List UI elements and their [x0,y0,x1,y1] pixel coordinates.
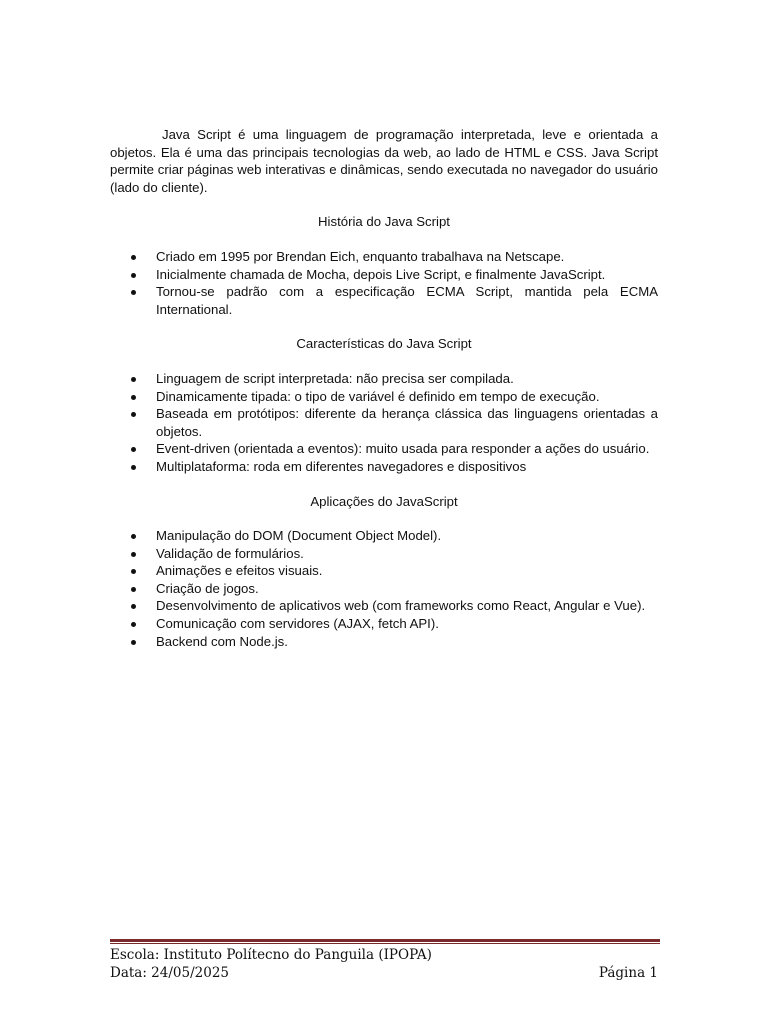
list-item [110,545,658,563]
list-item [110,580,658,598]
bullet-icon [131,622,136,627]
bullet-icon [131,377,136,382]
list-item-text: Inicialmente chamada de Mocha, depois Live Script, e finalmente JavaScript. [156,266,606,282]
list-item [110,458,658,476]
list-item [110,440,658,458]
list-item-text: Event-driven (orientada a eventos): muito usada para responder a ações do usuário. [156,441,650,457]
section-history [110,213,658,318]
list-item-text: Desenvolvimento de aplicativos web (com frameworks como React, Angular e Vue). [156,598,646,614]
bullet-icon [131,604,136,609]
list-item-text: Comunicação com servidores (AJAX, fetch API). [156,616,439,632]
bullet-icon [131,640,136,645]
bullet-list [110,370,658,476]
bullet-icon [131,395,136,400]
list-item [110,405,658,440]
footer-date: Data: 24/05/2025 [110,965,229,981]
list-item-text: Linguagem de script interpretada: não precisa ser compilada. [156,370,514,386]
list-item-text: Validação de formulários. [156,545,304,561]
bullet-icon [131,412,136,417]
footer-row-date [110,964,658,982]
footer-divider [110,939,660,944]
bullet-icon [131,569,136,574]
list-item-text: Dinamicamente tipada: o tipo de variável é definido em tempo de execução. [156,388,600,404]
list-item [110,370,658,388]
list-item [110,615,658,633]
bullet-icon [131,447,136,452]
bullet-icon [131,290,136,295]
footer-divider-thin [110,943,660,944]
list-item-text: Multiplataforma: roda em diferentes navegadores e dispositivos [156,458,527,474]
footer-school: Escola: Instituto Polítecno do Panguila (IPOPA) [110,947,432,963]
section-applications [110,493,658,651]
page-footer [110,946,658,982]
list-item-text: Tornou-se padrão com a especificação ECMA Script, mantida pela ECMA International. [156,284,658,317]
section-characteristics [110,335,658,475]
list-item [110,527,658,545]
section-title: Características do Java Script [296,336,472,352]
list-item-text: Criado em 1995 por Brendan Eich, enquanto trabalhava na Netscape. [156,248,565,264]
bullet-icon [131,273,136,278]
section-title: Aplicações do JavaScript [310,493,458,509]
list-item [110,266,658,284]
list-item [110,597,658,615]
document-body [110,126,658,650]
footer-divider-thick [110,939,660,942]
bullet-list [110,248,658,318]
bullet-icon [131,255,136,260]
page-number: Página 1 [598,965,658,981]
list-item-text: Criação de jogos. [156,580,259,596]
list-item [110,248,658,266]
list-item [110,633,658,651]
list-item [110,388,658,406]
list-item [110,283,658,318]
list-item [110,562,658,580]
bullet-icon [131,534,136,539]
bullet-icon [131,552,136,557]
list-item-text: Manipulação do DOM (Document Object Model). [156,528,442,544]
footer-row-school [110,946,658,964]
bullet-icon [131,465,136,470]
list-item-text: Baseada em protótipos: diferente da herança clássica das linguagens orientadas a objetos. [156,406,658,439]
bullet-icon [131,587,136,592]
bullet-list [110,527,658,650]
intro-paragraph: Java Script é uma linguagem de programação interpretada, leve e orientada a objetos. Ela é uma das principais tecnologias da web, ao lado de HTML e CSS. Java Script permite criar páginas web interativas e dinâmicas, sendo executada no navegador do usuário (lado do cliente). [110,127,658,195]
list-item-text: Backend com Node.js. [156,633,288,649]
section-title: História do Java Script [318,214,450,230]
list-item-text: Animações e efeitos visuais. [156,563,323,579]
